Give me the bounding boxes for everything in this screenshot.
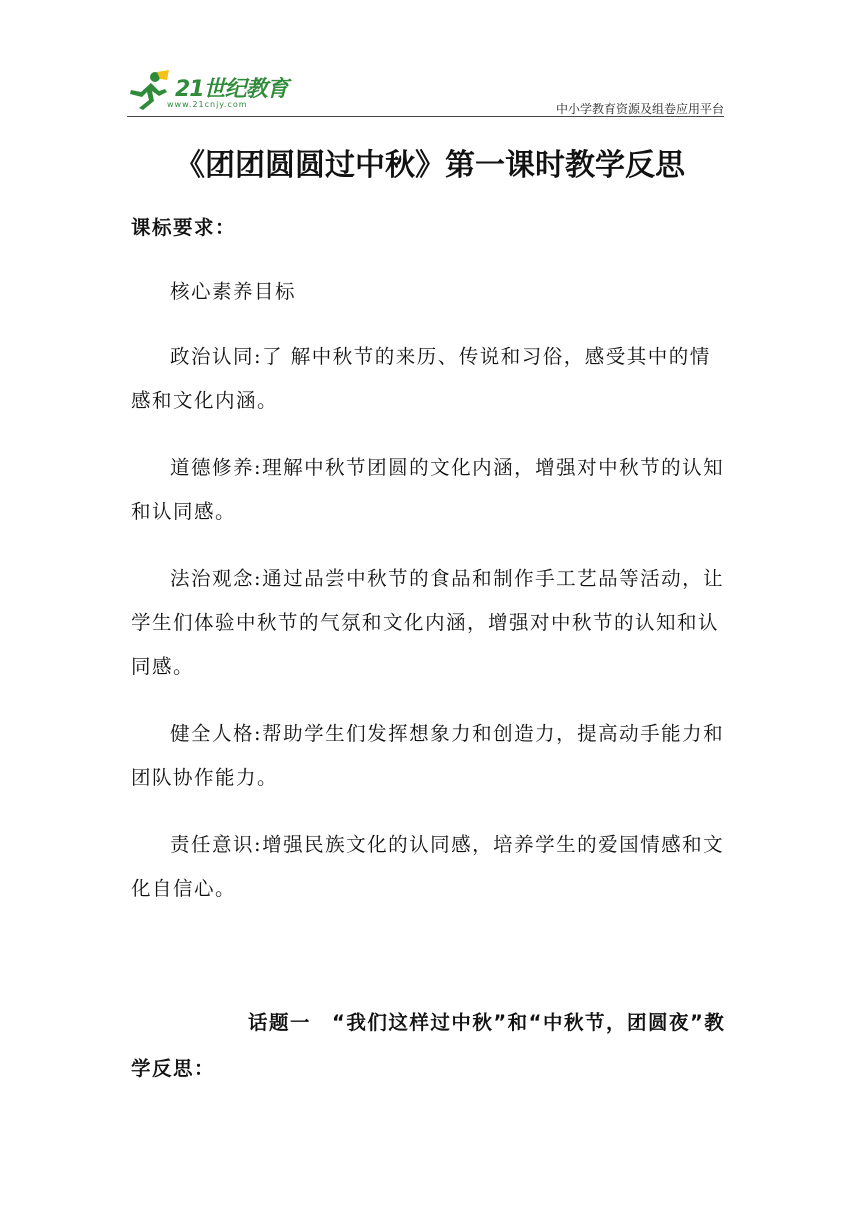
- core-label: 核心素养目标: [170, 280, 297, 303]
- section-label: 课标要求：: [131, 216, 237, 239]
- paragraph-law: 法治观念:通过品尝中秋节的食品和制作手工艺品等活动，让学生们体验中秋节的气氛和文化内涵，增强对中秋节的认知和认同感。: [131, 567, 725, 678]
- page-header: [127, 70, 724, 118]
- logo-text: 21世纪教育: [175, 77, 288, 102]
- paragraph-personality: 健全人格:帮助学生们发挥想象力和创造力，提高动手能力和团队协作能力。: [131, 722, 725, 789]
- header-rule: [127, 116, 724, 117]
- runner-icon: [127, 70, 171, 110]
- paragraph-moral: 道德修养:理解中秋节团圆的文化内涵，增强对中秋节的认知和认同感。: [131, 456, 725, 523]
- logo: [127, 70, 302, 114]
- topic-heading: 话题一 “我们这样过中秋”和“中秋节，团圆夜”教学反思：: [131, 1011, 726, 1080]
- logo-url: www.21cnjy.com: [167, 100, 248, 109]
- paragraph-responsibility: 责任意识:增强民族文化的认同感，培养学生的爱国情感和文化自信心。: [131, 833, 725, 900]
- document-title: 《团团圆圆过中秋》第一课时教学反思: [175, 148, 685, 183]
- paragraph-political: 政治认同:了 解中秋节的来历、传说和习俗，感受其中的情感和文化内涵。: [131, 345, 711, 412]
- header-tagline: 中小学教育资源及组卷应用平台: [555, 102, 724, 116]
